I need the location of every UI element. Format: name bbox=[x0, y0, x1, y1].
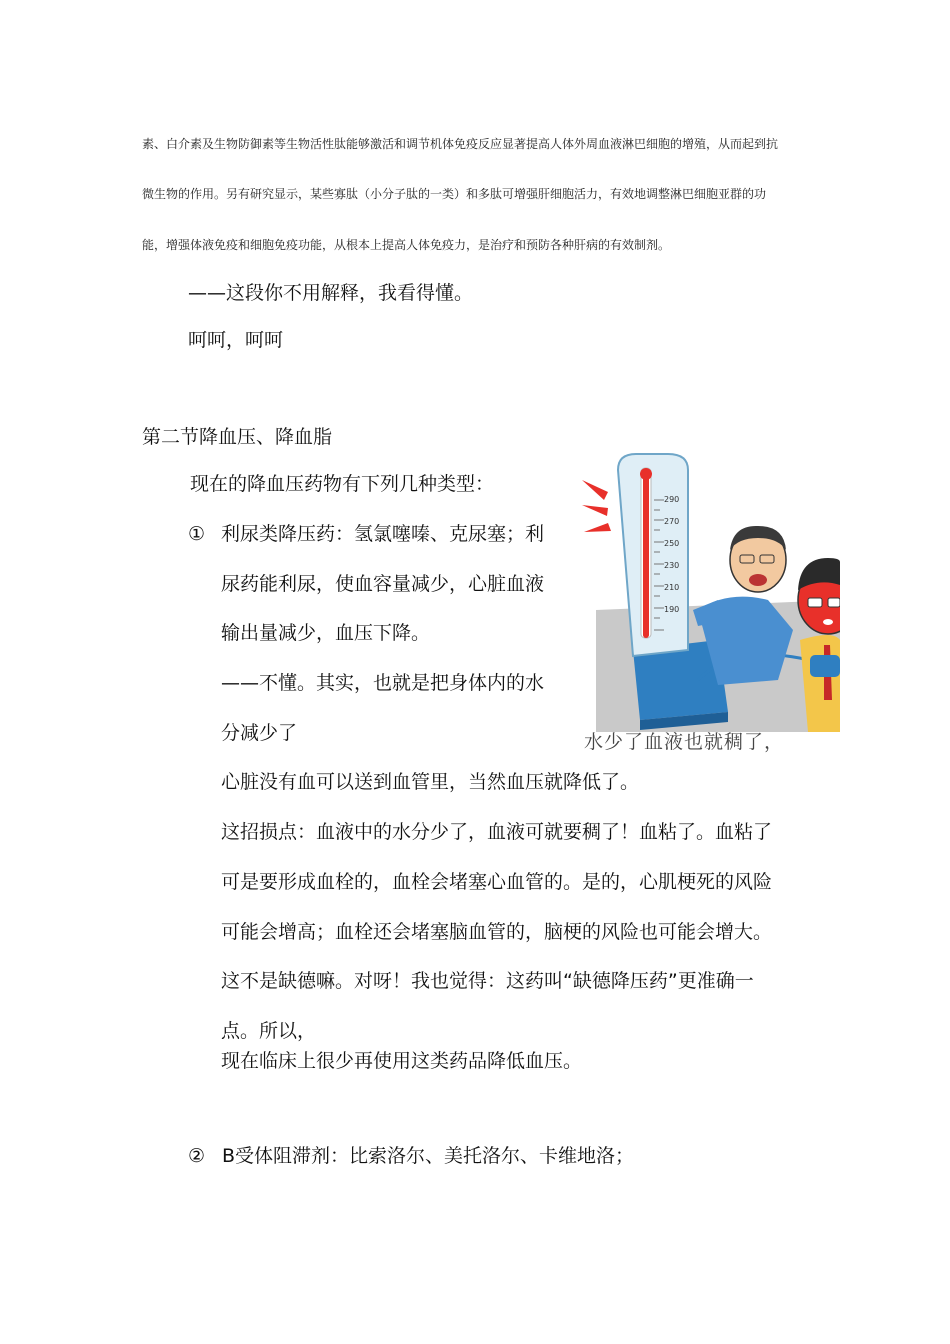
item1-line-10: 这不是缺德嘛。对呀！我也觉得：这药叫“缺德降压药”更准确一 bbox=[221, 970, 754, 992]
comment-laugh: 呵呵，呵呵 bbox=[188, 329, 284, 351]
item1-line-1: 利尿类降压药：氢氯噻嗪、克尿塞；利 bbox=[221, 523, 545, 545]
item1-line-4: ——不懂。其实，也就是把身体内的水 bbox=[221, 672, 545, 694]
item1-line-11: 点。所以， bbox=[221, 1020, 317, 1042]
alarm-rays-icon bbox=[582, 480, 611, 532]
scale-tick-250: 250 bbox=[664, 539, 680, 548]
item1-line-7: 这招损点：血液中的水分少了，血液可就要稠了！血粘了。血粘了 bbox=[221, 821, 773, 843]
item2-text: Β受体阻滞剂：比索洛尔、美托洛尔、卡维地洛； bbox=[222, 1145, 635, 1167]
item1-line-5: 分减少了 bbox=[221, 722, 298, 744]
item1-line-2: 尿药能利尿，使血容量减少，心脏血液 bbox=[221, 573, 545, 595]
illustration-caption: 水少了血液也就稠了， bbox=[584, 731, 785, 753]
comment-no-need-explain: ——这段你不用解释，我看得懂。 bbox=[188, 282, 474, 304]
scale-tick-230: 230 bbox=[664, 561, 680, 570]
item2-marker: ② bbox=[188, 1145, 206, 1167]
scale-tick-210: 210 bbox=[664, 583, 680, 592]
item1-marker: ① bbox=[188, 523, 206, 545]
thermometer-mercury bbox=[643, 472, 649, 638]
section-title: 第二节降血压、降血脂 bbox=[142, 426, 333, 448]
item1-line-8: 可是要形成血栓的，血栓会堵塞心血管的。是的，心肌梗死的风险 bbox=[221, 871, 773, 893]
scale-tick-190: 190 bbox=[664, 605, 680, 614]
section-intro: 现在的降血压药物有下列几种类型： bbox=[190, 473, 495, 495]
item1-line-12: 现在临床上很少再使用这类药品降低血压。 bbox=[221, 1050, 583, 1072]
item1-line-6: 心脏没有血可以送到血管里，当然血压就降低了。 bbox=[221, 771, 640, 793]
item1-line-3: 输出量减少，血压下降。 bbox=[221, 622, 431, 644]
blood-pressure-illustration bbox=[578, 450, 840, 750]
item1-line-9: 可能会增高；血栓还会堵塞脑血管的，脑梗的风险也可能会增大。 bbox=[221, 921, 773, 943]
paragraph-line-2: 微生物的作用。另有研究显示，某些寡肽（小分子肽的一类）和多肽可增强肝细胞活力，有效地调整淋巴细胞亚群的功 bbox=[142, 187, 767, 201]
scale-tick-270: 270 bbox=[664, 517, 680, 526]
scale-tick-290: 290 bbox=[664, 495, 680, 504]
blood-pressure-cuff bbox=[810, 655, 840, 677]
paragraph-line-1: 素、白介素及生物防御素等生物活性肽能够激活和调节机体免疫反应显著提高人体外周血液淋巴细胞的增殖，从而起到抗 bbox=[142, 137, 779, 151]
paragraph-line-3: 能，增强体液免疫和细胞免疫功能，从根本上提高人体免疫力，是治疗和预防各种肝病的有效制剂。 bbox=[142, 238, 671, 252]
